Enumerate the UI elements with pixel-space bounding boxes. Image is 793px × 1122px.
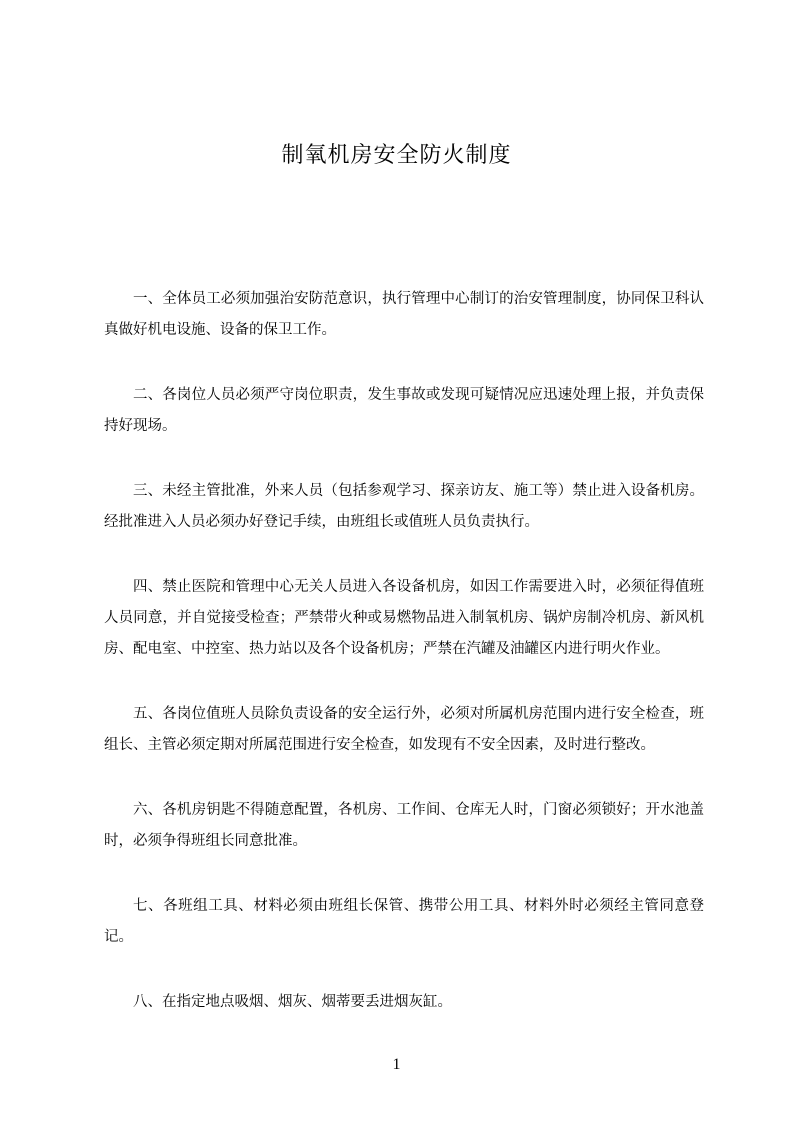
- clause-3: 三、未经主管批准，外来人员（包括参观学习、探亲访友、施工等）禁止进入设备机房。经批准进入人员必须办好登记手续，由班组长或值班人员负责执行。: [104, 483, 704, 530]
- page-number: 1: [392, 1056, 401, 1073]
- regulation-clauses: [104, 284, 704, 1052]
- clause-6: 六、各机房钥匙不得随意配置，各机房、工作间、仓库无人时，门窗必须锁好；开水池盖时，必须争得班组长同意批准。: [104, 802, 704, 849]
- document-title: 制氧机房安全防火制度: [281, 143, 512, 168]
- clause-1: 一、全体员工必须加强治安防范意识，执行管理中心制订的治安管理制度，协同保卫科认真做好机电设施、设备的保卫工作。: [104, 291, 704, 338]
- clause-7: 七、各班组工具、材料必须由班组长保管、携带公用工具、材料外时必须经主管同意登记。: [104, 898, 704, 945]
- clause-5: 五、各岗位值班人员除负责设备的安全运行外，必须对所属机房范围内进行安全检查，班组长、主管必须定期对所属范围进行安全检查，如发现有不安全因素，及时进行整改。: [104, 706, 704, 753]
- clause-2: 二、各岗位人员必须严守岗位职责，发生事故或发现可疑情况应迅速处理上报，并负责保持好现场。: [104, 387, 704, 434]
- clause-8: 八、在指定地点吸烟、烟灰、烟蒂要丢进烟灰缸。: [133, 994, 452, 1010]
- clause-4: 四、禁止医院和管理中心无关人员进入各设备机房，如因工作需要进入时，必须征得值班人员同意，并自觉接受检查；严禁带火种或易燃物品进入制氧机房、锅炉房制冷机房、新风机房、配电室、中控室、热力站以及各个设备机房；严禁在汽罐及油罐区内进行明火作业。: [104, 579, 704, 657]
